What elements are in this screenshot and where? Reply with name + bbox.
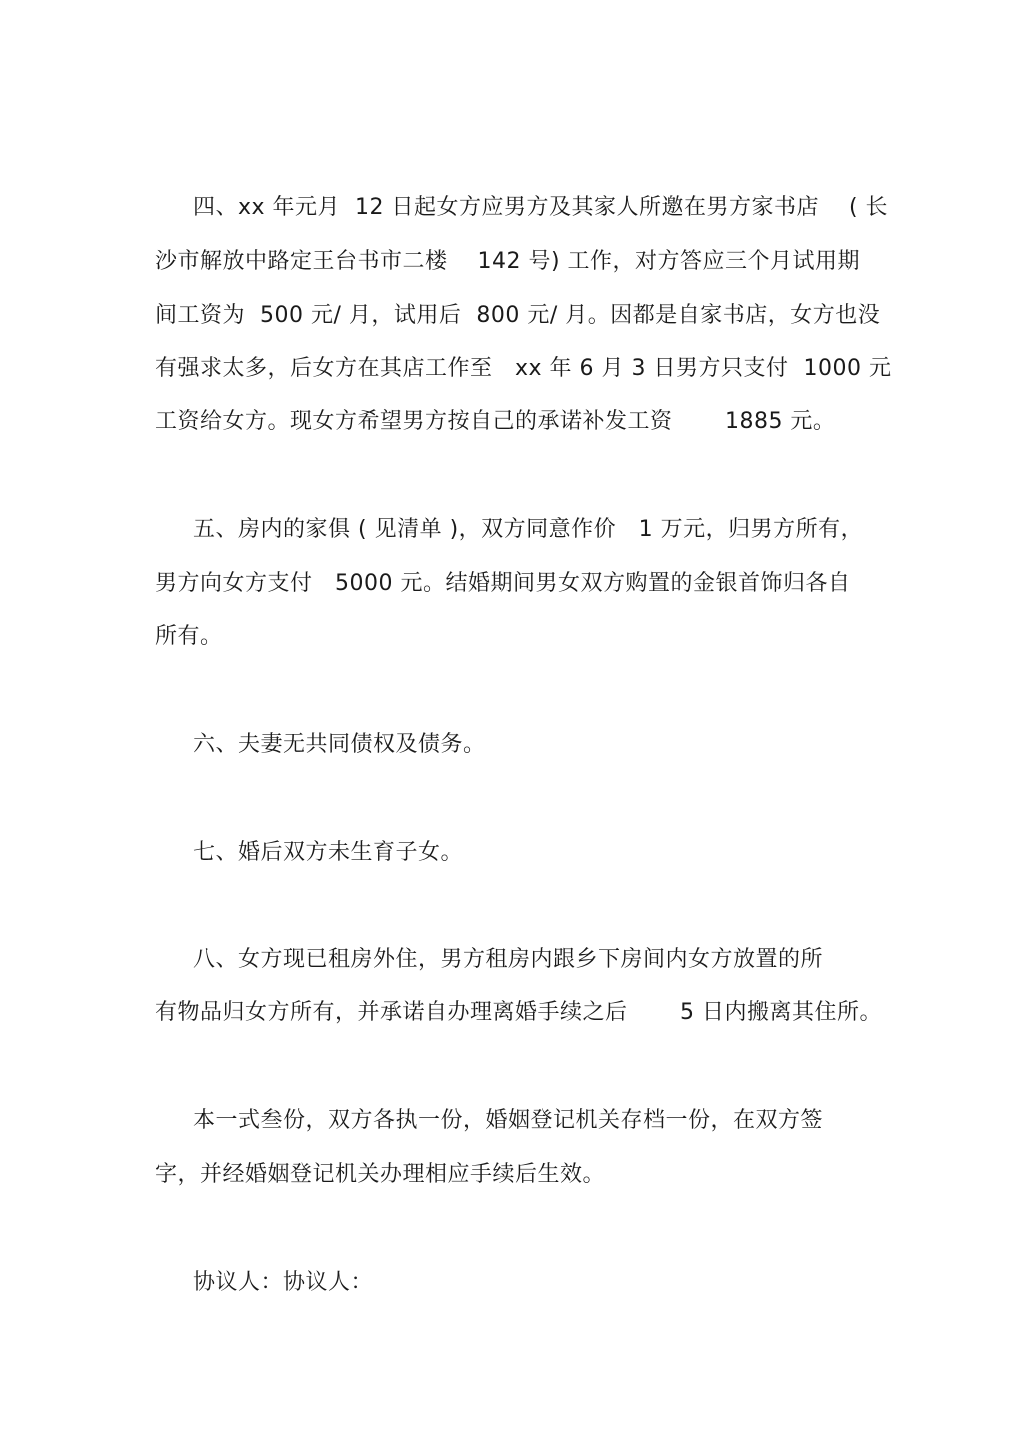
paragraph-7-line-1: 七、婚后双方未生育子女。	[193, 840, 464, 865]
paragraph-4-line-3: 间工资为 500 元/ 月，试用后 800 元/ 月。因都是自家书店，女方也没	[155, 303, 881, 328]
paragraph-5-line-1: 五、房内的家俱 ( 见清单 )，双方同意作价 1 万元，归男方所有，	[193, 517, 864, 542]
paragraph-5-line-2: 男方向女方支付 5000 元。结婚期间男女双方购置的金银首饰归各自	[155, 571, 851, 596]
paragraph-4-line-5: 工资给女方。现女方希望男方按自己的承诺补发工资 1885 元。	[155, 409, 836, 434]
paragraph-8-line-1: 八、女方现已租房外住，男方租房内跟乡下房间内女方放置的所	[193, 947, 824, 972]
closing-clause-line-2: 字，并经婚姻登记机关办理相应手续后生效。	[155, 1162, 606, 1187]
signatories-line: 协议人：协议人：	[193, 1270, 374, 1295]
paragraph-6-line-1: 六、夫妻无共同债权及债务。	[193, 732, 486, 757]
paragraph-5-line-3: 所有。	[155, 624, 223, 649]
paragraph-4-line-2: 沙市解放中路定王台书市二楼 142 号) 工作，对方答应三个月试用期	[155, 249, 861, 274]
paragraph-4-line-4: 有强求太多，后女方在其店工作至 xx 年 6 月 3 日男方只支付 1000 元	[155, 356, 892, 381]
paragraph-8-line-2: 有物品归女方所有，并承诺自办理离婚手续之后 5 日内搬离其住所。	[155, 1000, 882, 1025]
closing-clause-line-1: 本一式叁份，双方各执一份，婚姻登记机关存档一份，在双方签	[193, 1108, 824, 1133]
paragraph-4-line-1: 四、xx 年元月 12 日起女方应男方及其家人所邀在男方家书店 ( 长	[193, 195, 889, 220]
